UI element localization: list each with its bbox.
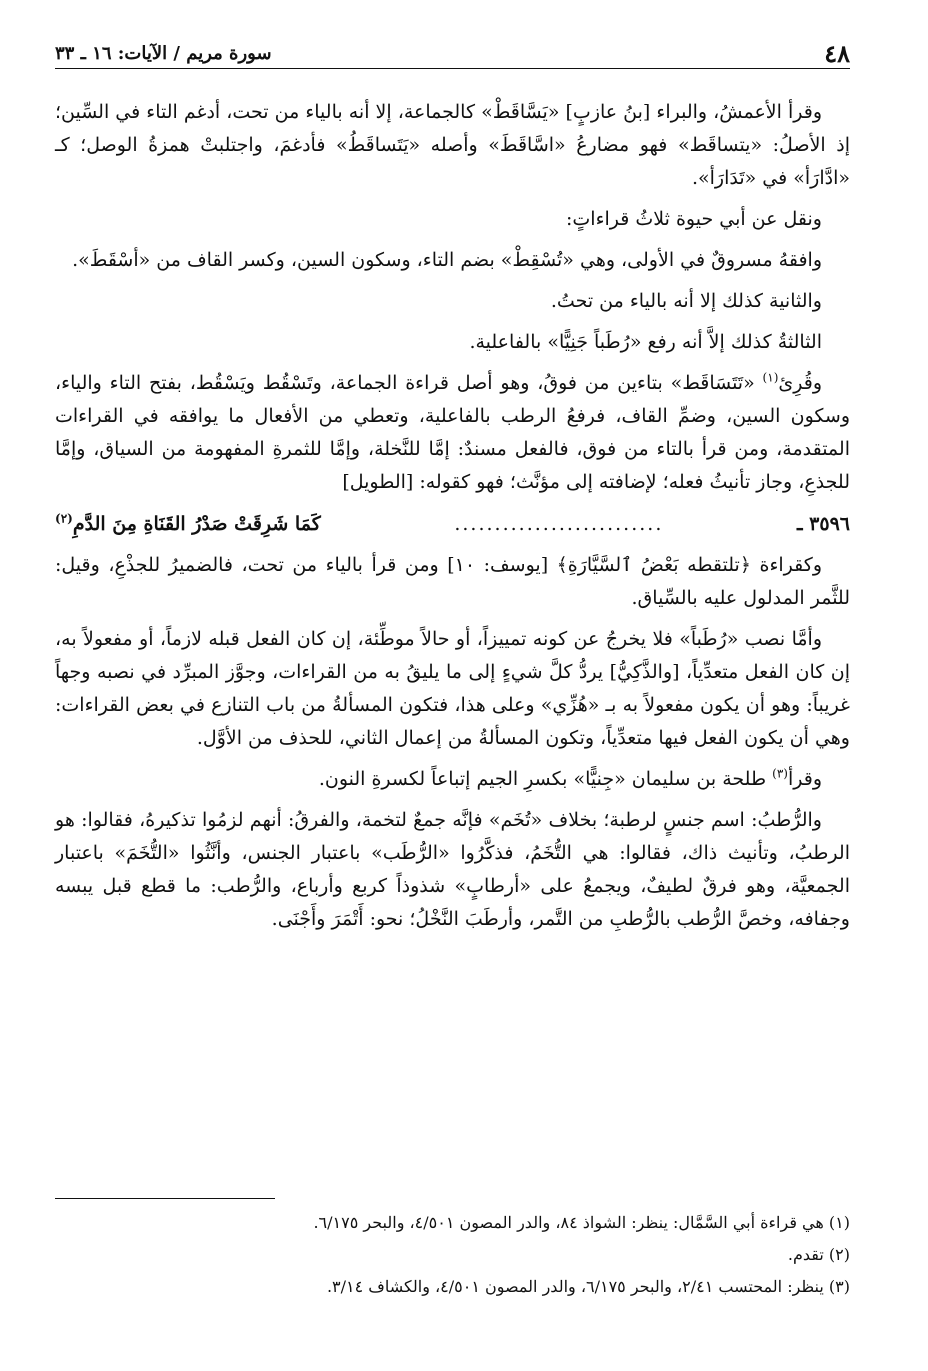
page-header [55, 36, 850, 72]
verse-dots: .......................... [454, 513, 664, 535]
poetry-verse [55, 507, 850, 541]
paragraph: وأمَّا نصب «رُطَباً» فلا يخرجُ عن كونه تمييزاً، أو حالاً موطِّئة، إن كان الفعل قبله لازماً، أو مفعولاً به، إن كان الفعل متعدِّياً، [والذَّكِيُّ] يردُّ كلَّ شيءٍ إلى ما يليقُ به من القراءات، وجوَّز المبرِّد في نصبه وجهاً غريباً: وهو أن يكون مفعولاً به بـ «هُزِّي» وعلى هذا، فتكون المسألةُ من باب التنازع في بعض القراءات: وهي أن يكون الفعل فيها متعدِّياً، وتكون المسألةُ من إعمال الثاني، للحذف من الأوَّل. [55, 628, 850, 749]
footnote-ref: (١) [762, 370, 779, 385]
verse-number: ٣٥٩٦ ـ [796, 513, 850, 535]
paragraph: ونقل عن أبي حيوة ثلاثُ قراءاتٍ: [566, 208, 822, 230]
footnote: (١) هي قراءة أبي السَّمَّال: ينظر: الشواذ ٨٤، والدر المصون ٤/٥٠١، والبحر ٦/١٧٥. [313, 1213, 850, 1232]
page-number: ٤٨ [824, 39, 850, 68]
running-head: سورة مريم / الآيات: ١٦ ـ ٣٣ [55, 43, 272, 64]
footnotes [55, 1208, 850, 1304]
footnote: (٣) ينظر: المحتسب ٢/٤١، والبحر ٦/١٧٥، والدر المصون ٤/٥٠١، والكشاف ٣/١٤. [326, 1277, 850, 1296]
header-rule [55, 68, 850, 69]
footnote-ref: (٢) [55, 511, 73, 526]
paragraph: وافقهُ مسروقٌ في الأولى، وهي «تُسْقِطْ» بضم التاء، وسكون السين، وكسر القاف من «أسْقَطَ». [72, 249, 822, 271]
book-page [55, 0, 850, 1371]
paragraph: وكقراءة ﴿تلتقطه بَعْضُ ٱلسَّيَّارَةِ﴾ [يوسف: ١٠] ومن قرأ بالياء من تحت، فالضميرُ للجذْعِ، وقيل: للثَّمر المدلول عليه بالسِّياق. [55, 554, 850, 609]
footnote-separator [55, 1198, 275, 1199]
verse-text: كَمَا شَرِقَتْ صَدْرُ القَنَاةِ مِنَ الدَّمِ [72, 513, 321, 535]
paragraph-text: وقرأ [787, 768, 822, 790]
paragraph [55, 763, 850, 796]
paragraph: وقرأ الأعمشُ، والبراء [بنُ عازبٍ] «يَسَّاقَطْ» كالجماعة، إلا أنه بالياء من تحت، أدغم التاء في السِّين؛ إذ الأصلُ: «يتساقَط» فهو مضارعُ «اسَّاقَطَ» وأصله «يَتَساقَطُ» فأدغمَ، واجتلبتْ همزةُ الوصل؛ كـ «ادَّارَأ» في «تَدَارَأ». [55, 101, 850, 189]
paragraph: والثانية كذلك إلا أنه بالياء من تحتُ. [550, 290, 822, 312]
footnote-ref: (٣) [772, 766, 788, 781]
footnote: (٢) تقدم. [787, 1245, 850, 1264]
main-text [55, 96, 850, 944]
paragraph: والرُّطبُ: اسم جنسٍ لرطبة؛ بخلاف «تُخَم» فإنَّه جمعٌ لتخمة، والفرقُ: أنهم لزمُوا تذكيرهُ، فقالوا: هو الرطبُ، وتأنيث ذاك، فقالوا: هي التُّخَمُ، فذكَّرُوا «الرُّطَب» باعتبار الجنس، وأنَّثُوا «التُّخَمَ» باعتبار الجمعيَّة، وهو فرقٌ لطيفٌ، ويجمعُ على «أرطابٍ» شذوذاً كربع وأرباع، والرُّطب: ما قطع قبل يبسه وجفافه، وخصَّ الرُّطب بالرُّطبِ من التَّمر، وأرطَبَ النَّخْلُ؛ نحو: أَتْمَرَ وأَجْنَى. [55, 809, 850, 930]
paragraph-text: «تَتَسَاقَط» بتاءين من فوقُ، وهو أصل قراءة الجماعة، وتَسْقُط ويَسْقُط، بفتح التاء والياء، وسكون السين، وضمِّ القاف، فرفعُ الرطب بالفاعلية، وتعطي من الأفعال ما يوافقه في القراءات المتقدمة، ومن قرأ بالتاء من فوق، فالفعل مسندٌ: إمَّا للنَّخلة، وإمَّا للثمرةِ المفهومة من السياق، وإمَّا للجذعِ، وجاز تأنيثُ فعله؛ لإضافته إلى مؤنَّث؛ فهو كقوله: [الطويل] [55, 372, 850, 493]
paragraph: الثالثةُ كذلك إلاَّ أنه رفع «رُطَباً جَنِيًّا» بالفاعلية. [469, 331, 822, 353]
paragraph-text: وقُرِئ [778, 372, 822, 394]
verse-hemistich [55, 507, 321, 541]
paragraph [55, 367, 850, 499]
paragraph-text: طلحة بن سليمان «جِنيًّا» بكسرِ الجيم إتباعاً لكسرةِ النون. [318, 768, 773, 790]
